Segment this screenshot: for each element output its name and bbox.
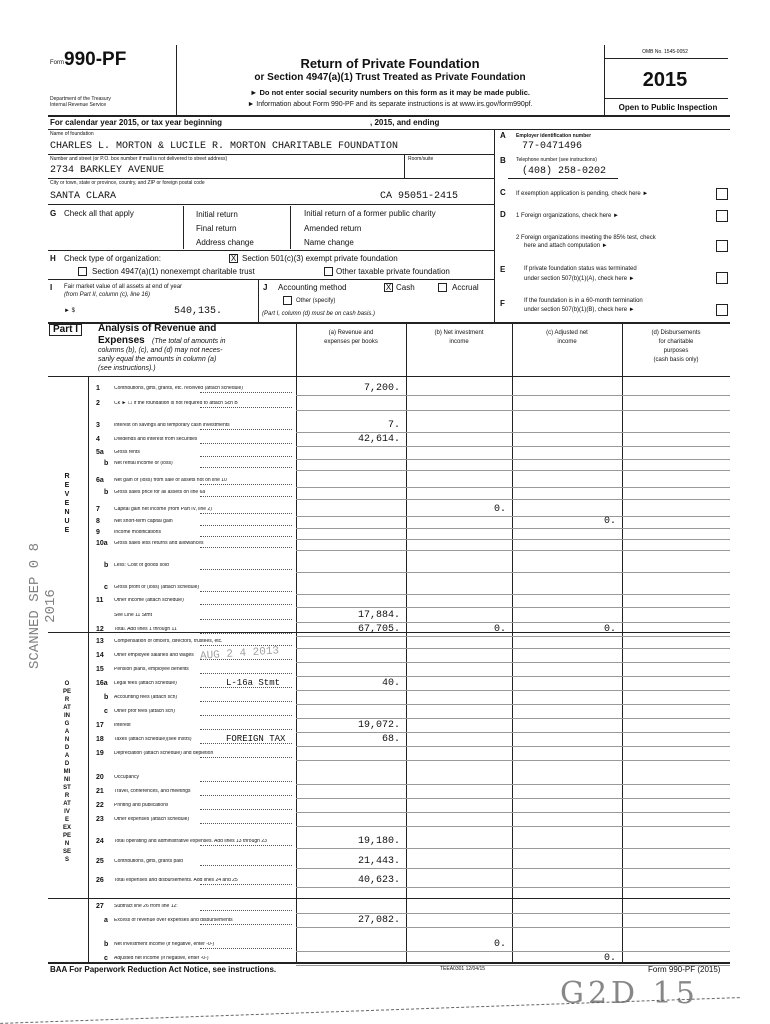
leader-dots	[200, 484, 292, 485]
foreign-85-label: 2 Foreign organizations meeting the 85% test, check	[516, 235, 656, 241]
leader-dots	[200, 547, 292, 548]
row-rule	[296, 550, 730, 551]
line-number: 14	[96, 652, 104, 659]
line-f-letter: F	[500, 299, 505, 308]
other-method-label: Other (specify)	[296, 298, 336, 304]
calendar-year-ending: , 2015, and ending	[370, 118, 440, 127]
line-number: 3	[96, 422, 100, 429]
col-d-header-3: purposes	[663, 348, 689, 354]
leader-dots	[200, 809, 292, 810]
line-value-col-a[interactable]: 42,614.	[357, 434, 400, 445]
col-a-header-1: (a) Revenue and	[328, 330, 374, 336]
address-change-label: Address change	[196, 238, 254, 247]
line-b-letter: B	[500, 156, 506, 165]
row-rule	[296, 487, 730, 488]
leader-dots	[200, 633, 292, 634]
phone-label: Telephone number (see instructions)	[516, 157, 597, 163]
line-number: 11	[96, 597, 104, 604]
line-number: 8	[96, 518, 100, 525]
street-label: Number and street (or P.O. box number if mail is not delivered to street address)	[50, 156, 228, 162]
leader-dots	[200, 673, 292, 674]
sixty-month-label-2: under section 507(b)(1)(B), check here ►	[524, 307, 635, 313]
ein-label: Employer identification number	[516, 133, 592, 139]
line-number: 4	[96, 436, 100, 443]
line-value-col-b[interactable]: 0.	[493, 624, 506, 635]
row-rule	[296, 594, 730, 595]
department-label: Department of the Treasury	[50, 96, 111, 102]
line-label: Compensation of officers, directors, trustees, etc.	[114, 639, 223, 644]
line-number: 10a	[96, 540, 108, 547]
leader-dots	[200, 392, 292, 393]
cash-checkbox[interactable]: X	[385, 283, 392, 292]
line-a-letter: A	[500, 131, 506, 140]
line-j-letter: J	[263, 283, 268, 292]
name-change-label: Name change	[304, 238, 354, 247]
line-label: Total. Add lines 1 through 11	[114, 627, 177, 632]
line-label: Taxes (attach schedule)(see instrs)	[114, 737, 192, 742]
line-number: a	[104, 917, 108, 924]
terminated-label-2: under section 507(b)(1)(A), check here ►	[524, 276, 635, 282]
row-rule	[296, 746, 730, 747]
row-rule	[296, 732, 730, 733]
other-method-checkbox[interactable]	[283, 296, 292, 305]
line-d-letter: D	[500, 210, 506, 219]
leader-dots	[200, 536, 292, 537]
line-number: 21	[96, 788, 104, 795]
line-number: 13	[96, 638, 104, 645]
row-rule	[296, 951, 730, 952]
footer-code: TEEA0301 12/04/15	[440, 966, 486, 972]
line-label: Depreciation (attach schedule) and depletion	[114, 751, 214, 756]
col-c-header-1: (c) Adjusted net	[546, 330, 588, 336]
street-address[interactable]: 2734 BARKLEY AVENUE	[50, 165, 165, 176]
sixty-month-checkbox[interactable]	[716, 304, 728, 316]
leader-dots	[200, 513, 292, 514]
scanned-stamp: SCANNED SEP 0 8 2016	[27, 542, 59, 670]
line-label: Contributions, gifts, grants paid	[114, 859, 183, 864]
foreign-org-checkbox[interactable]	[716, 210, 728, 222]
leader-dots	[200, 619, 292, 620]
row-rule	[296, 760, 730, 761]
tax-year: 2015	[642, 69, 688, 91]
row-rule	[296, 826, 730, 827]
fmv-dollar: ► $	[64, 308, 75, 314]
leader-dots	[200, 924, 292, 925]
leader-dots	[200, 795, 292, 796]
row-rule	[296, 798, 730, 799]
leader-dots	[200, 467, 292, 468]
line-value-col-a[interactable]: 27,082.	[357, 915, 400, 926]
line-label: Net rental income or (loss)	[114, 461, 173, 466]
cash-basis-note: (Part I, column (d) must be on cash basis.)	[262, 311, 376, 317]
line-h-letter: H	[50, 254, 56, 263]
leader-dots	[200, 948, 292, 949]
line-label: Total expenses and disbursements. Add lines 24 and 25	[114, 878, 238, 883]
row-rule	[296, 812, 730, 813]
line-label: Pension plans, employee benefits	[114, 667, 189, 672]
line-label: Excess of revenue over expenses and disbursements	[114, 918, 233, 923]
line-number: 23	[96, 816, 104, 823]
leader-dots	[200, 569, 292, 570]
leader-dots	[200, 701, 292, 702]
row-rule	[296, 572, 730, 573]
line-number: 20	[96, 774, 104, 781]
col-a-header-2: expenses per books	[324, 339, 378, 345]
terminated-checkbox[interactable]	[716, 272, 728, 284]
line-value-col-b[interactable]: 0.	[493, 504, 506, 515]
line-number: 15	[96, 666, 104, 673]
line-label: Gross profit or (loss) (attach schedule)	[114, 585, 200, 590]
line-value-col-a[interactable]: 67,705.	[357, 624, 400, 635]
line-i-letter: I	[50, 283, 53, 292]
fmv-label: Fair market value of all assets at end of year	[64, 284, 183, 290]
line-label: See Line 11 Stmt	[114, 613, 152, 618]
revenue-side-label: REVENUE	[64, 473, 70, 534]
line-value-col-c[interactable]: 0.	[603, 953, 616, 964]
line-number: 2	[96, 400, 100, 407]
exemption-pending-checkbox[interactable]	[716, 188, 728, 200]
city[interactable]: SANTA CLARA	[50, 191, 117, 202]
line-number: b	[104, 694, 109, 701]
line-label: Accounting fees (attach sch)	[114, 695, 178, 700]
line-number: 19	[96, 750, 104, 757]
final-return-label: Final return	[196, 224, 237, 233]
line-label: Dividends and interest from securities	[114, 437, 198, 442]
line-value-col-a[interactable]: 7,200.	[363, 383, 400, 394]
form-number: 990-PF	[64, 49, 127, 70]
row-rule	[296, 516, 730, 517]
sixty-month-label: If the foundation is in a 60-month termination	[524, 298, 643, 304]
line-c-letter: C	[500, 188, 506, 197]
line-number: 17	[96, 722, 104, 729]
initial-former-public-label: Initial return of a former public charity	[304, 209, 436, 218]
form-title: Return of Private Foundation	[300, 56, 480, 71]
line-number: 9	[96, 529, 100, 536]
other-taxable-label: Other taxable private foundation	[336, 267, 450, 276]
foreign-85-checkbox[interactable]	[716, 240, 728, 252]
line-value-col-a[interactable]: 21,443.	[357, 856, 400, 867]
line-e-letter: E	[500, 265, 506, 274]
line-number: 18	[96, 736, 104, 743]
info-note: ► Information about Form 990-PF and its separate instructions is at www.irs.gov/form990pf.	[247, 101, 533, 108]
form-subtitle: or Section 4947(a)(1) Trust Treated as Private Foundation	[254, 72, 526, 83]
leader-dots	[200, 729, 292, 730]
col-c-header-2: income	[557, 339, 577, 345]
501c3-label: Section 501(c)(3) exempt private foundation	[242, 254, 398, 263]
line-label: Printing and publications	[114, 803, 169, 808]
line-label: Travel, conferences, and meetings	[114, 789, 191, 794]
row-rule	[296, 446, 730, 447]
part-desc-1: (The total of amounts in	[152, 338, 226, 345]
line-label: Capital gain net income (from Part IV, line 2)	[114, 507, 212, 512]
baa-notice: BAA For Paperwork Reduction Act Notice, see instructions.	[50, 965, 277, 974]
row-rule	[296, 528, 730, 529]
line-value-col-b[interactable]: 0.	[493, 939, 506, 950]
line-label: Less: Cost of goods sold	[114, 563, 169, 568]
row-rule	[296, 470, 730, 471]
line-attachment-note: L-16a Stmt	[226, 678, 281, 688]
row-rule	[296, 927, 730, 928]
line-value-col-a[interactable]: 19,180.	[357, 836, 400, 847]
line-number: 22	[96, 802, 104, 809]
col-b-header-1: (b) Net investment	[434, 330, 484, 336]
line-number: c	[104, 955, 108, 962]
leader-dots	[200, 591, 292, 592]
line-number: 12	[96, 626, 104, 633]
row-rule	[296, 622, 730, 623]
line-label: Net investment income (if negative, enter -0-)	[114, 942, 215, 947]
row-rule	[296, 395, 730, 396]
line-label: Adjusted net income (if negative, enter -0-)	[114, 956, 209, 961]
line-label: Gross sales less returns and allowances	[114, 541, 204, 546]
leader-dots	[200, 496, 292, 497]
row-rule	[296, 499, 730, 500]
line-label: Gross rents	[114, 450, 140, 455]
line-value-col-a[interactable]: 40.	[381, 678, 400, 689]
row-rule	[296, 848, 730, 849]
line-label: Other prof fees (attach sch)	[114, 709, 175, 714]
line-label: Legal fees (attach schedule)	[114, 681, 177, 686]
line-label: Income modifications	[114, 530, 161, 535]
part-desc-2: columns (b), (c), and (d) may not neces-	[98, 347, 223, 354]
col-b-header-2: income	[449, 339, 469, 345]
line-number: 6a	[96, 477, 104, 484]
row-rule	[296, 704, 730, 705]
leader-dots	[200, 407, 292, 408]
line-value-col-a[interactable]: 7.	[387, 420, 400, 431]
state-zip[interactable]: CA 95051-2415	[380, 191, 459, 202]
line-value-col-a[interactable]: 17,884.	[357, 610, 400, 621]
line-attachment-note: FOREIGN TAX	[226, 734, 286, 744]
row-rule	[296, 690, 730, 691]
leader-dots	[200, 525, 292, 526]
row-rule	[296, 432, 730, 433]
irs-label: Internal Revenue Service	[50, 102, 107, 108]
line-label: Subtract line 26 from line 12:	[114, 904, 178, 909]
row-rule	[296, 410, 730, 411]
part-title: Analysis of Revenue and	[98, 323, 217, 334]
line-label: Other employee salaries and wages	[114, 653, 194, 658]
initial-return-label: Initial return	[196, 210, 238, 219]
foundation-name[interactable]: CHARLES L. MORTON & LUCILE R. MORTON CHARITABLE FOUNDATION	[50, 141, 399, 152]
line-number: b	[104, 562, 109, 569]
phone[interactable]: (408) 258-0202	[522, 166, 607, 177]
4947-label: Section 4947(a)(1) nonexempt charitable trust	[92, 267, 255, 276]
row-rule	[296, 459, 730, 460]
leader-dots	[200, 429, 292, 430]
line-number: 26	[96, 877, 104, 884]
line-number: 27	[96, 903, 104, 910]
line-value-col-a[interactable]: 40,623.	[357, 875, 400, 886]
leader-dots	[200, 884, 292, 885]
leader-dots	[200, 687, 292, 688]
handwritten-mark: G2D 15	[560, 976, 699, 1011]
city-label: City or town, state or province, country, and ZIP or foreign postal code	[50, 180, 205, 186]
line-label: Interest on savings and temporary cash investments	[114, 423, 230, 428]
line-label: Total operating and administrative expenses. Add lines 13 through 23	[114, 839, 267, 844]
calendar-year-label: For calendar year 2015, or tax year beginning	[50, 118, 223, 127]
part-title-2: Expenses	[98, 335, 145, 346]
line-label: Occupancy	[114, 775, 140, 780]
cash-label: Cash	[396, 283, 415, 292]
foreign-org-label: 1 Foreign organizations, check here ►	[516, 213, 619, 219]
line-label: Net gain or (loss) from sale of assets not on line 10	[114, 478, 227, 483]
line-number: 5a	[96, 449, 104, 456]
name-label: Name of foundation	[50, 131, 94, 137]
terminated-label: If private foundation status was terminated	[524, 266, 637, 272]
row-rule	[296, 539, 730, 540]
ein[interactable]: 77-0471496	[522, 141, 583, 152]
line-value-col-c[interactable]: 0.	[603, 516, 616, 527]
line-number: c	[104, 584, 108, 591]
line-label: Interest	[114, 723, 131, 728]
foreign-85-label-2: here and attach computation ►	[524, 243, 608, 249]
amended-return-label: Amended return	[304, 224, 362, 233]
org-type-label: Check type of organization:	[64, 254, 161, 263]
col-d-header-4: (cash basis only)	[653, 357, 699, 363]
leader-dots	[200, 757, 292, 758]
leader-dots	[200, 910, 292, 911]
part-desc-4: (see instructions).)	[98, 365, 156, 372]
line-label: Contributions, gifts, grants, etc. received (attach schedule)	[114, 386, 243, 391]
line-number: c	[104, 708, 108, 715]
accrual-label: Accrual	[452, 283, 479, 292]
line-value-col-c[interactable]: 0.	[603, 624, 616, 635]
accounting-method-label: Accounting method	[278, 283, 347, 292]
row-rule	[296, 636, 730, 637]
row-rule	[296, 887, 730, 888]
row-rule	[296, 648, 730, 649]
row-rule	[296, 868, 730, 869]
part-label: Part I	[49, 324, 82, 336]
omb-number: OMB No. 1545-0052	[642, 49, 688, 55]
line-value-col-a[interactable]: 68.	[381, 734, 400, 745]
line-number: b	[104, 489, 109, 496]
line-number: 25	[96, 858, 104, 865]
leader-dots	[200, 715, 292, 716]
line-label: Gross sales price for all assets on line 6a	[114, 490, 206, 495]
leader-dots	[200, 456, 292, 457]
line-value-col-a[interactable]: 19,072.	[357, 720, 400, 731]
501c3-checkbox[interactable]: X	[230, 254, 237, 263]
row-rule	[296, 913, 730, 914]
leader-dots	[200, 743, 292, 744]
form-label: Form	[50, 60, 64, 66]
row-rule	[296, 676, 730, 677]
line-label: Other income (attach schedule)	[114, 598, 184, 603]
line-number: 1	[96, 385, 100, 392]
leader-dots	[200, 604, 292, 605]
row-rule	[296, 718, 730, 719]
4947-checkbox[interactable]	[78, 267, 87, 276]
col-d-header-1: (d) Disbursements	[651, 330, 701, 336]
fmv-value[interactable]: 540,135.	[174, 306, 223, 317]
line-label: Other expenses (attach schedule)	[114, 817, 190, 822]
exemption-pending-label: If exemption application is pending, check here ►	[516, 191, 649, 197]
line-label: Net short-term capital gain	[114, 519, 173, 524]
col-d-header-2: for charitable	[658, 339, 694, 345]
leader-dots	[200, 823, 292, 824]
leader-dots	[200, 781, 292, 782]
line-g-letter: G	[50, 209, 57, 218]
fmv-label-2: (from Part II, column (c), line 16)	[64, 292, 151, 298]
line-number: 24	[96, 838, 104, 845]
line-number: b	[104, 941, 109, 948]
line-number: 16a	[96, 680, 108, 687]
line-number: b	[104, 460, 109, 467]
part-desc-3: sarily equal the amounts in column (a)	[98, 356, 217, 363]
leader-dots	[200, 845, 292, 846]
row-rule	[296, 607, 730, 608]
expenses-side-label: OPERATING AND ADMINISTRATIVE EXPENSES	[63, 681, 72, 863]
accrual-checkbox[interactable]	[438, 283, 447, 292]
row-rule	[296, 784, 730, 785]
room-label: Room/suite	[408, 156, 434, 162]
line-number: 7	[96, 506, 100, 513]
leader-dots	[200, 865, 292, 866]
received-stamp: AUG 2 4 2013	[199, 645, 280, 663]
public-inspection: Open to Public Inspection	[618, 103, 718, 112]
leader-dots	[200, 443, 292, 444]
row-rule	[296, 662, 730, 663]
line-label: Ck ► ☐ if the foundation is not required to attach Sch B	[114, 401, 238, 406]
other-taxable-checkbox[interactable]	[324, 267, 333, 276]
ssn-warning: ► Do not enter social security numbers on this form as it may be made public.	[250, 88, 530, 97]
footer-form: Form 990-PF (2015)	[648, 965, 721, 974]
check-all-label: Check all that apply	[64, 209, 134, 218]
